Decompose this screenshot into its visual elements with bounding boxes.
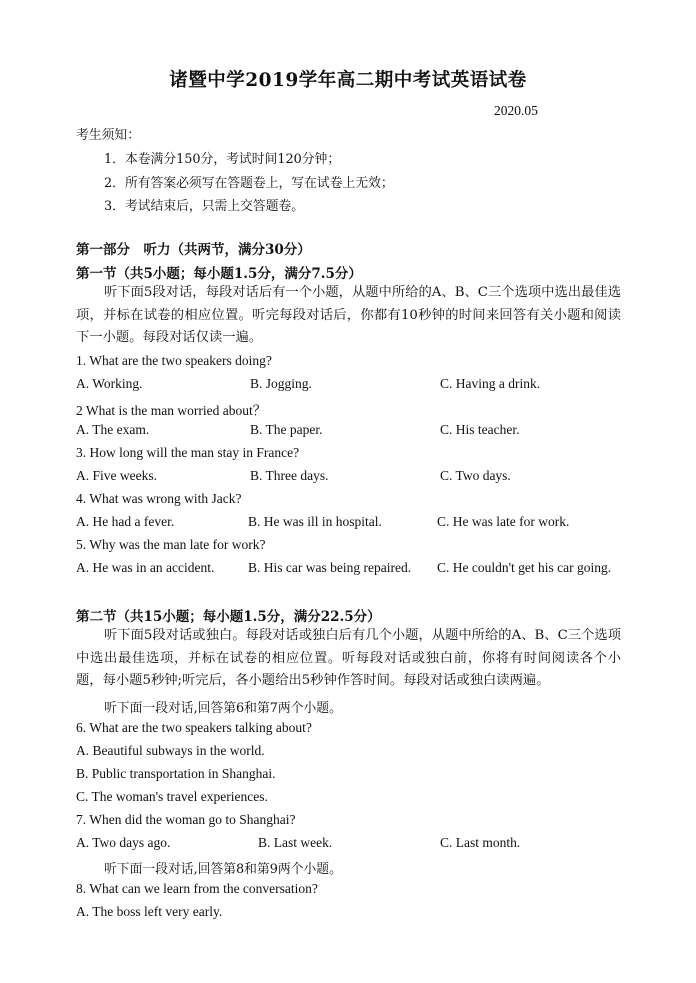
q1-option-b: B. Jogging.: [250, 376, 312, 391]
q2-option-b: B. The paper.: [250, 422, 323, 437]
question-6: 6. What are the two speakers talking about?: [76, 720, 312, 735]
exam-title: 诸暨中学2019学年高二期中考试英语试卷: [169, 70, 527, 91]
section2-sub2: 听下面一段对话,回答第8和第9两个小题。: [104, 862, 342, 877]
question-5: 5. Why was the man late for work?: [76, 537, 266, 552]
section1-instructions: 听下面5段对话，每段对话后有一个小题，从题中所给的A、B、C三个选项中选出最佳选项，并标在试卷的相应位置。听完每段对话后，你都有10秒钟的时间来回答有关小题和阅读下一小题。每段对话仅读一遍。: [76, 285, 621, 345]
question-8: 8. What can we learn from the conversation?: [76, 881, 318, 896]
q8-option-a: A. The boss left very early.: [76, 904, 223, 919]
q6-option-b: B. Public transportation in Shanghai.: [76, 766, 276, 781]
q3-option-a: A. Five weeks.: [76, 468, 157, 483]
section1-heading: 第一节（共5小题；每小题1.5分，满分7.5分）: [76, 266, 362, 282]
q3-option-b: B. Three days.: [250, 468, 329, 483]
q5-option-a: A. He was in an accident.: [76, 560, 215, 575]
notice-heading: 考生须知：: [76, 128, 140, 143]
part1-heading: 第一部分 听力（共两节，满分30分）: [76, 242, 311, 258]
q2-option-c: C. His teacher.: [440, 422, 520, 437]
exam-date: 2020.05: [494, 103, 538, 118]
q4-option-c: C. He was late for work.: [437, 514, 570, 529]
section2-sub1: 听下面一段对话,回答第6和第7两个小题。: [104, 701, 342, 716]
q1-option-c: C. Having a drink.: [440, 376, 541, 391]
question-3: 3. How long will the man stay in France?: [76, 445, 300, 460]
q3-option-c: C. Two days.: [440, 468, 511, 483]
q7-option-b: B. Last week.: [258, 835, 333, 850]
notice-item-2: 2．所有答案必须写在答题卷上，写在试卷上无效；: [104, 176, 394, 191]
section2-heading: 第二节（共15小题；每小题1.5分，满分22.5分）: [76, 609, 381, 625]
q2-option-a: A. The exam.: [76, 422, 150, 437]
question-2: 2 What is the man worried about？: [76, 403, 267, 418]
q6-option-c: C. The woman's travel experiences.: [76, 789, 268, 804]
q7-option-a: A. Two days ago.: [76, 835, 171, 850]
q5-option-b: B. His car was being repaired.: [248, 560, 412, 575]
q5-option-c: C. He couldn't get his car going.: [437, 560, 612, 575]
q4-option-b: B. He was ill in hospital.: [248, 514, 382, 529]
q1-option-a: A. Working.: [76, 376, 143, 391]
section2-instructions: 听下面5段对话或独白。每段对话或独白后有几个小题，从题中所给的A、B、C三个选项中选出最佳选项，并标在试卷的相应位置。听每段对话或独白前，你将有时间阅读各个小题，每小题5秒钟;听完后，各小题给出5秒钟作答时间。每段对话或独白读两遍。: [76, 628, 621, 688]
question-1: 1. What are the two speakers doing?: [76, 353, 272, 368]
notice-item-1: 1．本卷满分150分，考试时间120分钟；: [104, 152, 341, 167]
question-7: 7. When did the woman go to Shanghai?: [76, 812, 296, 827]
q4-option-a: A. He had a fever.: [76, 514, 175, 529]
question-4: 4. What was wrong with Jack?: [76, 491, 242, 506]
q6-option-a: A. Beautiful subways in the world.: [76, 743, 265, 758]
q7-option-c: C. Last month.: [440, 835, 521, 850]
notice-item-3: 3．考试结束后，只需上交答题卷。: [104, 199, 305, 214]
